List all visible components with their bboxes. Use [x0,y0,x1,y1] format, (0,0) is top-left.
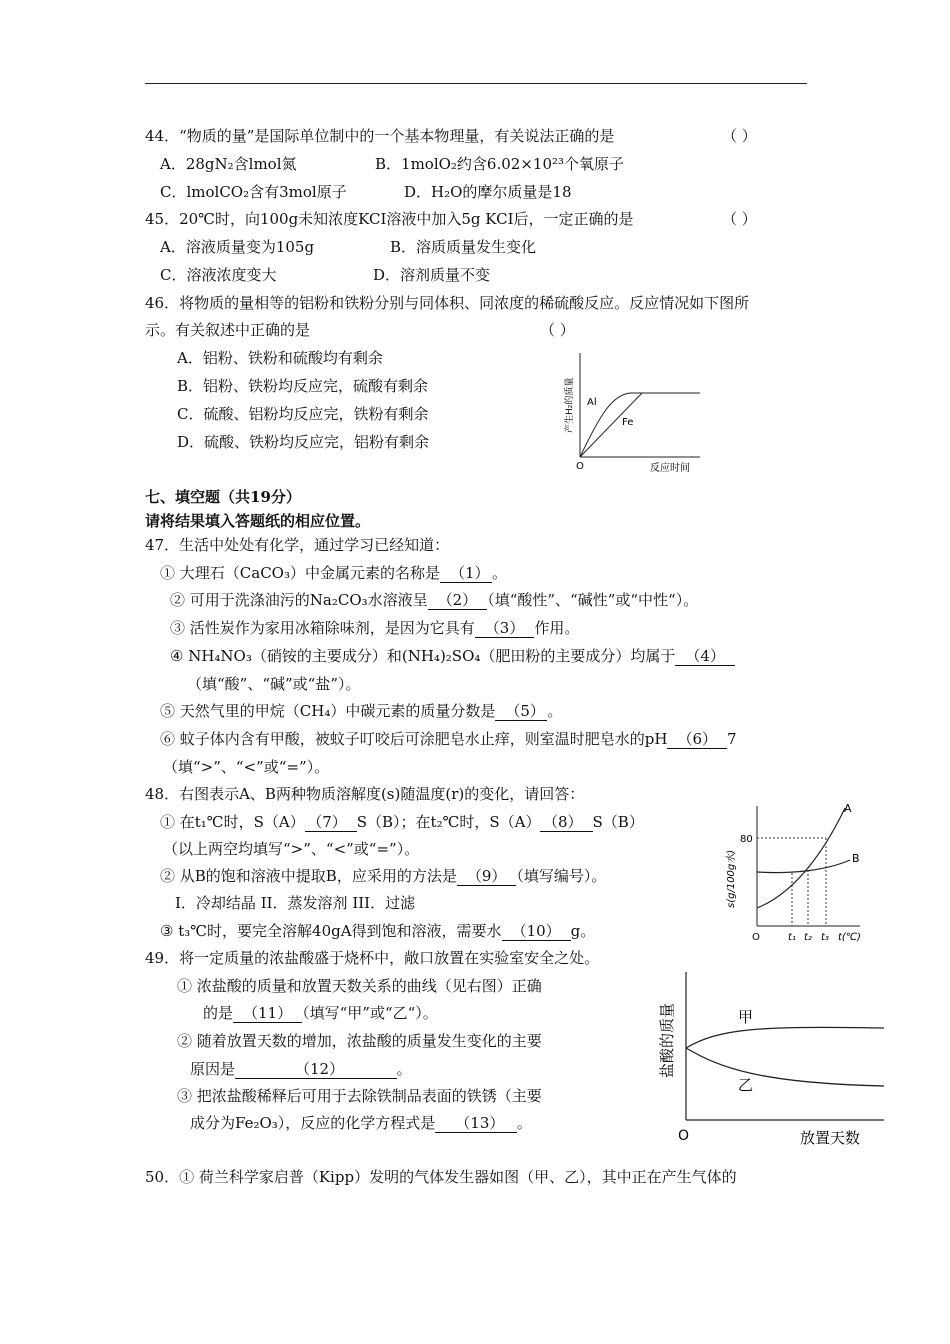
blank-9: （9） [457,867,517,886]
q48-t3: t₃ [821,932,829,943]
section-note: 请将结果填入答题纸的相应位置。 [145,512,371,530]
q45-option-a: A．溶液质量变为105g [160,238,315,256]
q49-stem: 49．将一定质量的浓盐酸盛于烧杯中，敞口放置在实验室安全之处。 [145,949,600,967]
q49-item1-line2: 的是 （11） （填写“甲”或“乙“）。 [203,1004,438,1022]
q48-item3: ③ t₃℃时，要完全溶解40gA得到饱和溶液，需要水 （10） g。 [160,922,596,940]
q47-item6-hint: （填“>”、“<”或“=”）。 [163,758,330,776]
q49-item3-line1: ③ 把浓盐酸稀释后可用于去除铁制品表面的铁锈（主要 [177,1087,542,1105]
q48-ylabel: s(g/100g水) [726,849,737,908]
q48-origin: O [752,932,760,943]
q44-stem: 44．“物质的量”是国际单位制中的一个基本物理量，有关说法正确的是 [145,127,615,145]
q48-item2-choices: I．冷却结晶 II．蒸发溶剂 III．过滤 [175,894,416,912]
blank-8: （8） [540,813,592,832]
q47-stem: 47．生活中处处有化学，通过学习已经知道： [145,536,450,554]
q46-option-b: B．铝粉、铁粉均反应完，硫酸有剩余 [177,377,429,395]
q48-t2: t₂ [804,932,812,943]
q46-al-curve [580,393,700,457]
q44-option-b: B．1molO₂约含6.02×10²³个氧原子 [375,155,625,173]
q46-option-d: D．硫酸、铁粉均反应完，铝粉有剩余 [177,433,430,451]
q44-paren: （ ） [722,127,757,145]
q45-option-d: D．溶剂质量不变 [373,266,491,284]
q46-option-c: C．硫酸、铝粉均反应完，铁粉有剩余 [177,405,429,423]
q46-xlabel: 反应时间 [650,463,690,474]
q49-item1-line1: ① 浓盐酸的质量和放置天数关系的曲线（见右图）正确 [177,977,542,995]
q49-item2-line1: ② 随着放置天数的增加，浓盐酸的质量发生变化的主要 [177,1032,542,1050]
q48-y80: 80 [740,834,753,845]
q46-fe-label: Fe [622,417,634,428]
blank-6: （6） [667,730,727,749]
blank-10: （10） [502,922,571,941]
q46-stem-line1: 46．将物质的量相等的铝粉和铁粉分别与同体积、同浓度的稀硫酸反应。反应情况如下图所 [145,294,750,312]
q48-item1: ① 在t₁℃时，S（A） （7） S（B）；在t₂℃时，S（A） （8） S（B） [160,813,644,831]
blank-7: （7） [305,813,357,832]
q47-item5: ⑤ 天然气里的甲烷（CH₄）中碳元素的质量分数是 （5） 。 [160,702,563,720]
q48-b-label: B [852,852,860,865]
q48-item1-hint: （以上两空均填写“>”、“<”或“=”）。 [163,840,420,858]
q48-stem: 48．右图表示A、B两种物质溶解度(s)随温度(r)的变化，请回答： [145,785,585,803]
q46-fe-curve [580,393,700,457]
blank-11: （11） [233,1004,302,1023]
q46-stem-line2: 示。有关叙述中正确的是 [145,321,311,339]
q48-curve-b [757,860,850,873]
q49-item2-line2: 原因是 （12） 。 [190,1060,412,1078]
q49-curve-yi [686,1048,884,1086]
q49-xlabel: 放置天数 [800,1129,861,1147]
q46-figure [560,345,710,475]
q45-paren: （ ） [722,210,757,228]
q48-curve-a [757,808,845,908]
blank-5: （5） [495,702,547,721]
q44-option-d: D．H₂O的摩尔质量是18 [404,183,572,201]
q49-item3-line2: 成分为Fe₂O₃），反应的化学方程式是 （13） 。 [190,1114,532,1132]
q48-a-label: A [844,802,852,815]
q49-figure [650,968,890,1148]
q46-origin: O [576,461,584,472]
top-rule [145,83,807,84]
q48-xunit: t(℃) [838,932,861,943]
section-title: 七、填空题（共19分） [145,488,301,506]
blank-12: （12） [235,1060,397,1079]
q47-item2: ② 可用于洗涤油污的Na₂CO₃水溶液呈 （2） （填“酸性”、“碱性”或“中性“）。 [170,591,699,609]
q50-stem: 50．① 荷兰科学家启普（Kipp）发明的气体发生器如图（甲、乙），其中正在产生气体的 [145,1168,737,1186]
q44-option-c: C．lmolCO₂含有3mol原子 [160,183,347,201]
q45-stem: 45．20℃时，向100g未知浓度KCI溶液中加入5g KCI后，一定正确的是 [145,210,634,228]
q49-jia-label: 甲 [738,1008,754,1026]
q46-paren: （ ） [540,321,575,339]
q49-yi-label: 乙 [738,1076,754,1094]
q47-item4-hint: （填“酸”、“碱”或“盐”）。 [187,675,361,693]
q44-option-a: A．28gN₂含lmol氮 [160,155,297,173]
q49-curve-jia [686,1027,884,1048]
q49-ylabel: 盐酸的质量 [658,1002,676,1078]
q46-option-a: A．铝粉、铁粉和硫酸均有剩余 [177,349,383,367]
q46-ylabel: 产生H₂的质量 [565,377,575,433]
q47-item1: ① 大理石（CaCO₃）中金属元素的名称是 （1） 。 [160,564,508,582]
blank-3: （3） [475,619,535,638]
blank-2: （2） [428,591,488,610]
q47-item6: ⑥ 蚊子体内含有甲酸，被蚊子叮咬后可涂肥皂水止痒，则室温时肥皂水的pH （6） 7 [160,730,737,748]
blank-1: （1） [440,564,492,583]
q48-item2: ② 从B的饱和溶液中提取B，应采用的方法是 （9） （填写编号）。 [160,867,607,885]
q48-t1: t₁ [788,932,796,943]
q45-option-c: C．溶液浓度变大 [160,266,277,284]
q48-figure [710,800,870,945]
blank-4: （4） [675,647,735,666]
q49-origin: O [678,1128,690,1144]
blank-13: （13） [435,1114,517,1133]
q45-option-b: B．溶质质量发生变化 [390,238,537,256]
q47-item3: ③ 活性炭作为家用冰箱除味剂，是因为它具有 （3） 作用。 [170,619,580,637]
q46-al-label: Al [587,397,597,408]
q47-item4: ④ NH₄NO₃（硝铵的主要成分）和(NH₄)₂SO₄（肥田粉的主要成分）均属于 （4） [170,646,735,666]
